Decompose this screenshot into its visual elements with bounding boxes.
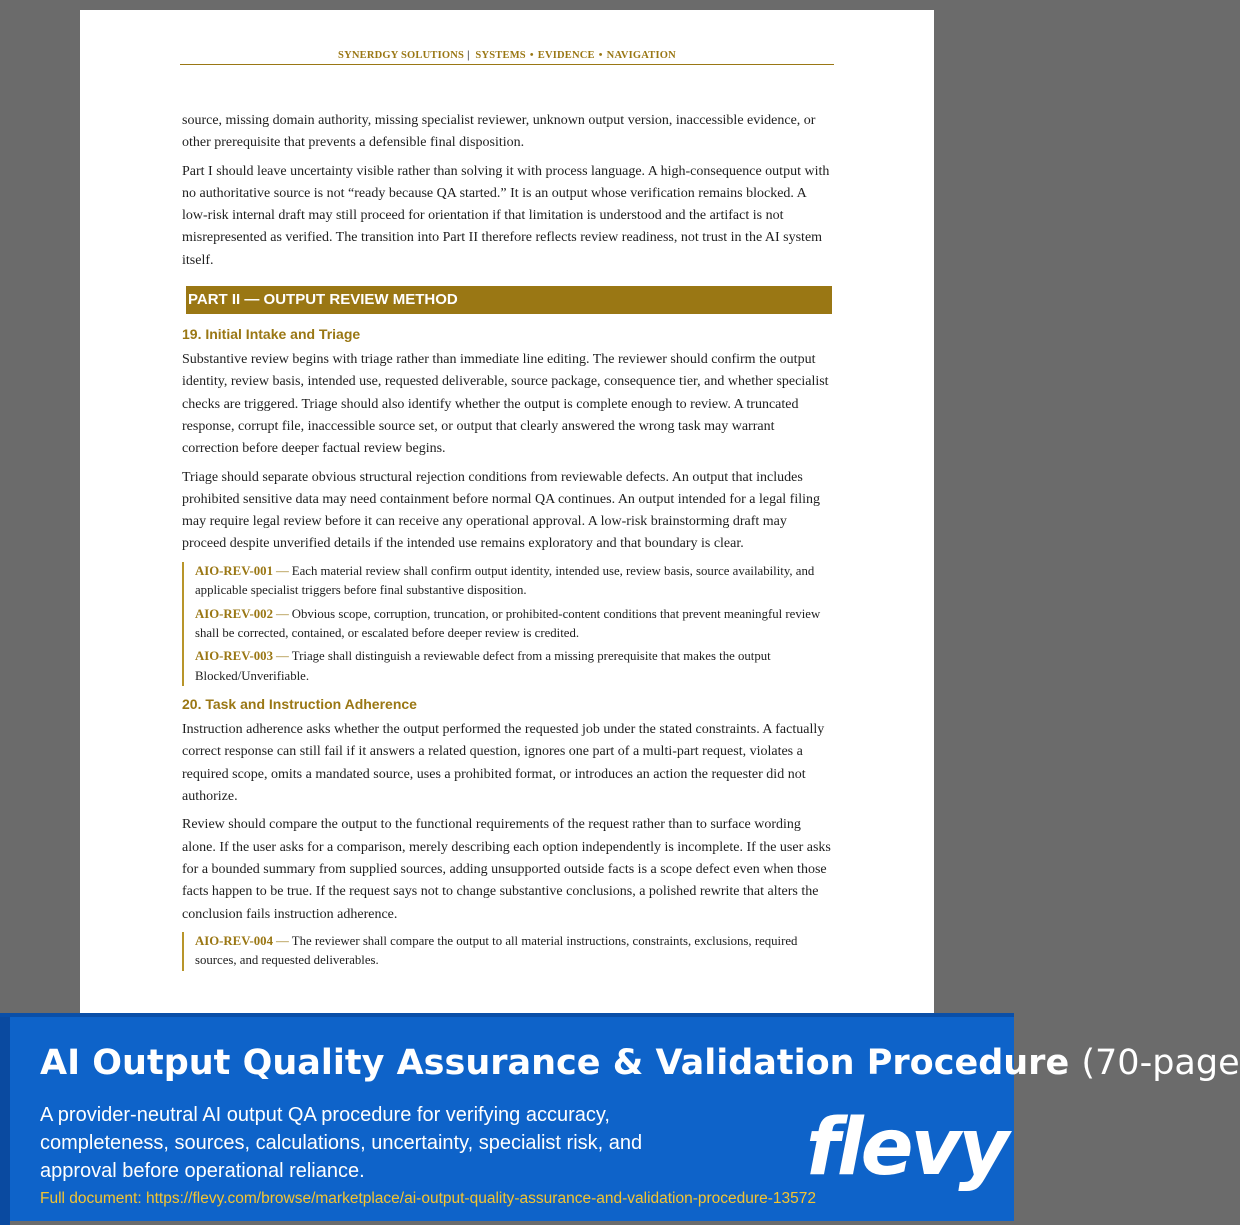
header-org: SYNERDGY SOLUTIONS xyxy=(338,50,465,61)
requirement-text: Obvious scope, corruption, truncation, or prohibited-content conditions that prevent meaningful review shall be corrected, contained, or escalated before deeper review is credited. xyxy=(195,606,821,640)
requirement-item: AIO-REV-002 — Obvious scope, corruption, truncation, or prohibited-content conditions that prevent meaningful review shall be corrected, contained, or escalated before deeper review is credited. xyxy=(195,606,821,640)
body-paragraph: Part I should leave uncertainty visible rather than solving it with process language. A high-consequence output with no authoritative source is not “ready because QA started.” It is an output whose verification remains blocked. A low-risk internal draft may still proceed for orientation if that limitation is understood and the artifact is not misrepresented as verified. The transition into Part II therefore reflects review readiness, not trust in the AI system itself. xyxy=(182,163,830,268)
requirement-item: AIO-REV-003 — Triage shall distinguish a reviewable defect from a missing prerequisite that makes the output Blocked/Unverifiable. xyxy=(195,649,771,683)
requirement-id: AIO-REV-002 xyxy=(195,606,273,621)
banner-edge-stripe xyxy=(0,1017,10,1225)
banner-description: A provider-neutral AI output QA procedure for verifying accuracy, completeness, sources, calculations, uncertainty, specialist risk, and approval before operational reliance. xyxy=(40,1104,643,1182)
header-tag-systems: SYSTEMS xyxy=(475,50,526,61)
full-document-link[interactable]: Full document: https://flevy.com/browse/marketplace/ai-output-quality-assurance-and-validation-procedure-13572 xyxy=(40,1190,816,1207)
document-body xyxy=(182,110,832,981)
header-bullet: • xyxy=(529,50,534,61)
promo-banner xyxy=(0,1013,1240,1221)
requirement-id: AIO-REV-003 xyxy=(195,649,273,664)
requirements-block xyxy=(182,932,832,971)
body-paragraph: Substantive review begins with triage rather than immediate line editing. The reviewer should confirm the output identity, review basis, intended use, requested deliverable, source package, consequence tier, and whether specialist checks are triggered. Triage should also identify whether the output is complete enough to review. A truncated response, corrupt file, inaccessible source set, or output that clearly answered the wrong task may warrant correction before deeper factual review begins. xyxy=(182,352,829,457)
banner-title xyxy=(40,1043,1240,1083)
requirement-text: The reviewer shall compare the output to all material instructions, constraints, exclusions, required sources, and requested deliverables. xyxy=(195,933,798,968)
body-paragraph: Triage should separate obvious structural rejection conditions from reviewable defects. An output that includes prohibited sensitive data may need containment before normal QA continues. An output intended for a legal filing may require legal review before it can receive any operational approval. A low-risk brainstorming draft may proceed despite unverified details if the intended use remains exploratory and that boundary is clear. xyxy=(182,469,820,552)
section-heading: 19. Initial Intake and Triage xyxy=(182,326,361,343)
requirement-item: AIO-REV-001 — Each material review shall confirm output identity, intended use, review basis, source availability, and applicable specialist triggers before final substantive disposition. xyxy=(195,563,815,598)
requirement-id: AIO-REV-004 xyxy=(195,933,273,948)
requirement-id: AIO-REV-001 xyxy=(195,563,273,578)
document-page xyxy=(80,10,934,1020)
banner-page-count: (70-page xyxy=(1081,1043,1240,1083)
requirement-text: Triage shall distinguish a reviewable defect from a missing prerequisite that makes the output Blocked/Unverifiable. xyxy=(195,649,771,683)
requirements-block xyxy=(182,562,832,686)
header-tag-evidence: EVIDENCE xyxy=(537,50,595,61)
running-header xyxy=(180,50,834,65)
header-bullet: • xyxy=(598,50,603,61)
section-heading: 20. Task and Instruction Adherence xyxy=(182,696,417,713)
flevy-logo[interactable]: flevy xyxy=(806,1103,1007,1193)
requirement-item: AIO-REV-004 — The reviewer shall compare the output to all material instructions, constraints, exclusions, required sources, and requested deliverables. xyxy=(195,933,798,968)
body-paragraph: source, missing domain authority, missing specialist reviewer, unknown output version, inaccessible evidence, or other prerequisite that prevents a defensible final disposition. xyxy=(182,113,816,151)
part-heading: PART II — OUTPUT REVIEW METHOD xyxy=(186,286,832,314)
header-separator: | xyxy=(467,50,470,61)
requirement-text: Each material review shall confirm output identity, intended use, review basis, source availability, and applicable specialist triggers before final substantive disposition. xyxy=(195,563,815,598)
body-paragraph: Instruction adherence asks whether the output performed the requested job under the stated constraints. A factually correct response can still fail if it answers a related question, ignores one part of a multi-part request, violates a required scope, omits a mandated source, uses a prohibited format, or introduces an action the requester did not authorize. xyxy=(182,722,825,805)
banner-title-text: AI Output Quality Assurance & Validation Procedure xyxy=(40,1043,1070,1083)
header-tag-navigation: NAVIGATION xyxy=(606,50,676,61)
body-paragraph: Review should compare the output to the functional requirements of the request rather than to surface wording alone. If the user asks for a comparison, merely describing each option independently is incomplete. If the user asks for a bounded summary from supplied sources, adding unsupported outside facts is a scope defect even when those facts happen to be true. If the request says not to change substantive conclusions, a polished rewrite that alters the conclusion fails instruction adherence. xyxy=(182,817,831,922)
